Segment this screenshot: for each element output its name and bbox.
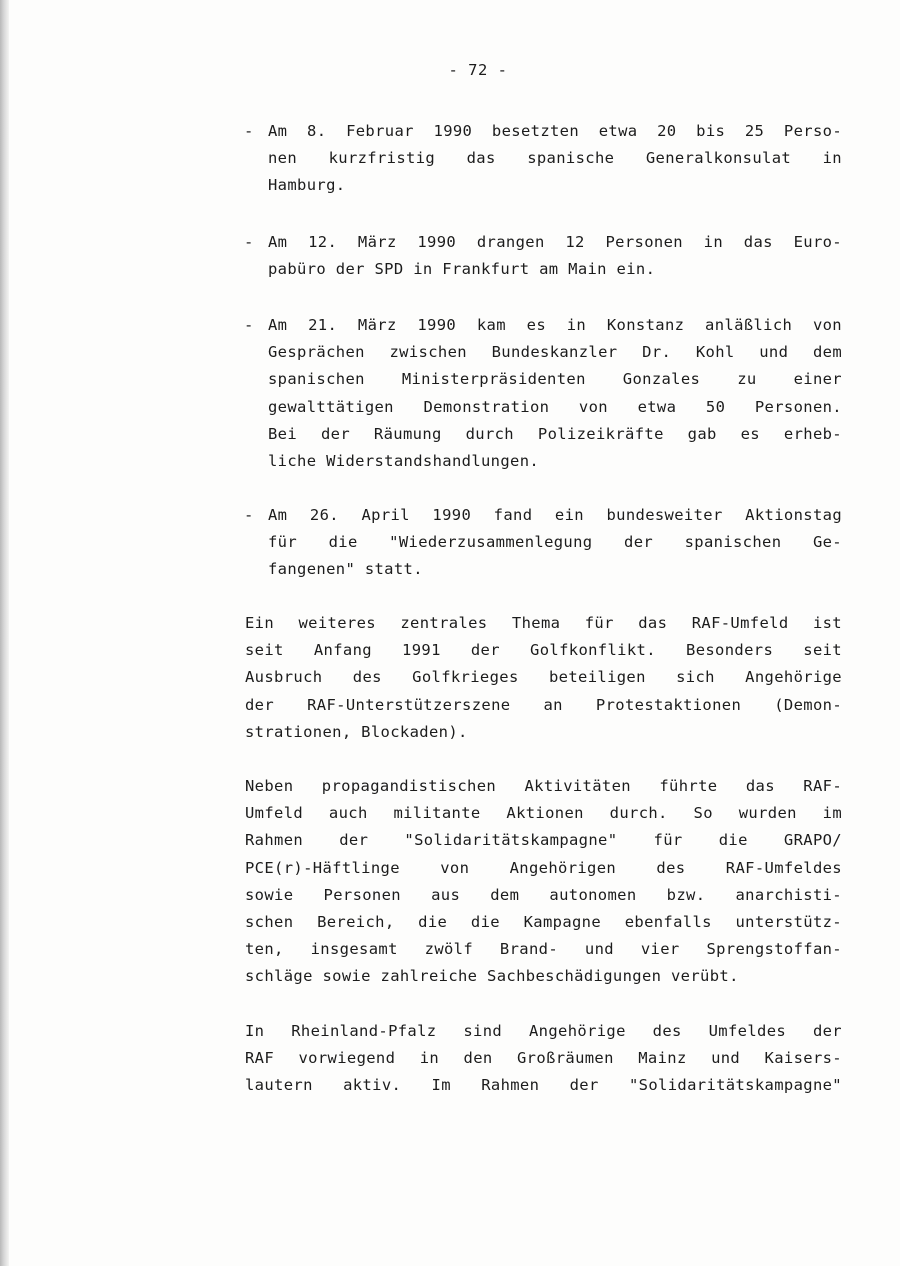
- paragraph-line: lautern aktiv. Im Rahmen der "Solidaritätskampagne": [245, 1076, 842, 1095]
- paragraph-line: schen Bereich, die die Kampagne ebenfalls unterstütz-: [245, 913, 842, 931]
- paragraph-line: Umfeld auch militante Aktionen durch. So wurden im: [245, 804, 842, 823]
- bullet-line: spanischen Ministerpräsidenten Gonzales zu einer: [268, 370, 842, 389]
- bullet-line: für die "Wiederzusammenlegung der spanischen Ge-: [268, 533, 842, 552]
- bullet-line: nen kurzfristig das spanische Generalkonsulat in: [268, 149, 842, 168]
- paragraph-line: In Rheinland-Pfalz sind Angehörige des Umfeldes der: [245, 1022, 842, 1040]
- bullet-line: Hamburg.: [268, 176, 346, 195]
- scan-edge-shadow: [0, 0, 9, 1266]
- paragraph-line: Neben propagandistischen Aktivitäten führte das RAF-: [245, 777, 842, 795]
- paragraph-line: der RAF-Unterstützerszene an Protestaktionen (Demon-: [245, 695, 842, 714]
- bullet-line: Bei der Räumung durch Polizeikräfte gab es erheb-: [268, 424, 842, 443]
- page-number: - 72 -: [448, 61, 508, 79]
- bullet-line: Gesprächen zwischen Bundeskanzler Dr. Kohl und dem: [268, 343, 842, 362]
- bullet-dash: -: [244, 233, 254, 251]
- bullet-line: Am 12. März 1990 drangen 12 Personen in das Euro-: [268, 233, 842, 251]
- paragraph-line: RAF vorwiegend in den Großräumen Mainz und Kaisers-: [245, 1049, 842, 1068]
- bullet-dash: -: [244, 316, 254, 334]
- paragraph-line: seit Anfang 1991 der Golfkonflikt. Besonders seit: [245, 641, 842, 660]
- bullet-dash: -: [244, 506, 254, 524]
- bullet-line: Am 21. März 1990 kam es in Konstanz anläßlich von: [268, 316, 842, 334]
- bullet-line: fangenen" statt.: [268, 560, 423, 579]
- paragraph-line: Ein weiteres zentrales Thema für das RAF-Umfeld ist: [245, 614, 842, 632]
- bullet-dash: -: [244, 122, 254, 140]
- paragraph-line: Rahmen der "Solidaritätskampagne" für die GRAPO/: [245, 831, 842, 850]
- paragraph-line: Ausbruch des Golfkrieges beteiligen sich Angehörige: [245, 668, 842, 687]
- paragraph-line: PCE(r)-Häftlinge von Angehörigen des RAF-Umfeldes: [245, 858, 842, 877]
- paragraph-line: sowie Personen aus dem autonomen bzw. anarchisti-: [245, 885, 842, 904]
- paragraph-line: schläge sowie zahlreiche Sachbeschädigungen verübt.: [245, 967, 739, 986]
- paragraph-line: ten, insgesamt zwölf Brand- und vier Sprengstoffan-: [245, 940, 842, 959]
- bullet-line: liche Widerstandshandlungen.: [268, 452, 540, 470]
- paragraph-line: strationen, Blockaden).: [245, 722, 468, 741]
- bullet-line: Am 26. April 1990 fand ein bundesweiter Aktionstag: [268, 506, 842, 524]
- bullet-line: pabüro der SPD in Frankfurt am Main ein.: [268, 260, 656, 279]
- bullet-line: Am 8. Februar 1990 besetzten etwa 20 bis 25 Perso-: [268, 122, 842, 140]
- bullet-line: gewalttätigen Demonstration von etwa 50 Personen.: [268, 397, 842, 416]
